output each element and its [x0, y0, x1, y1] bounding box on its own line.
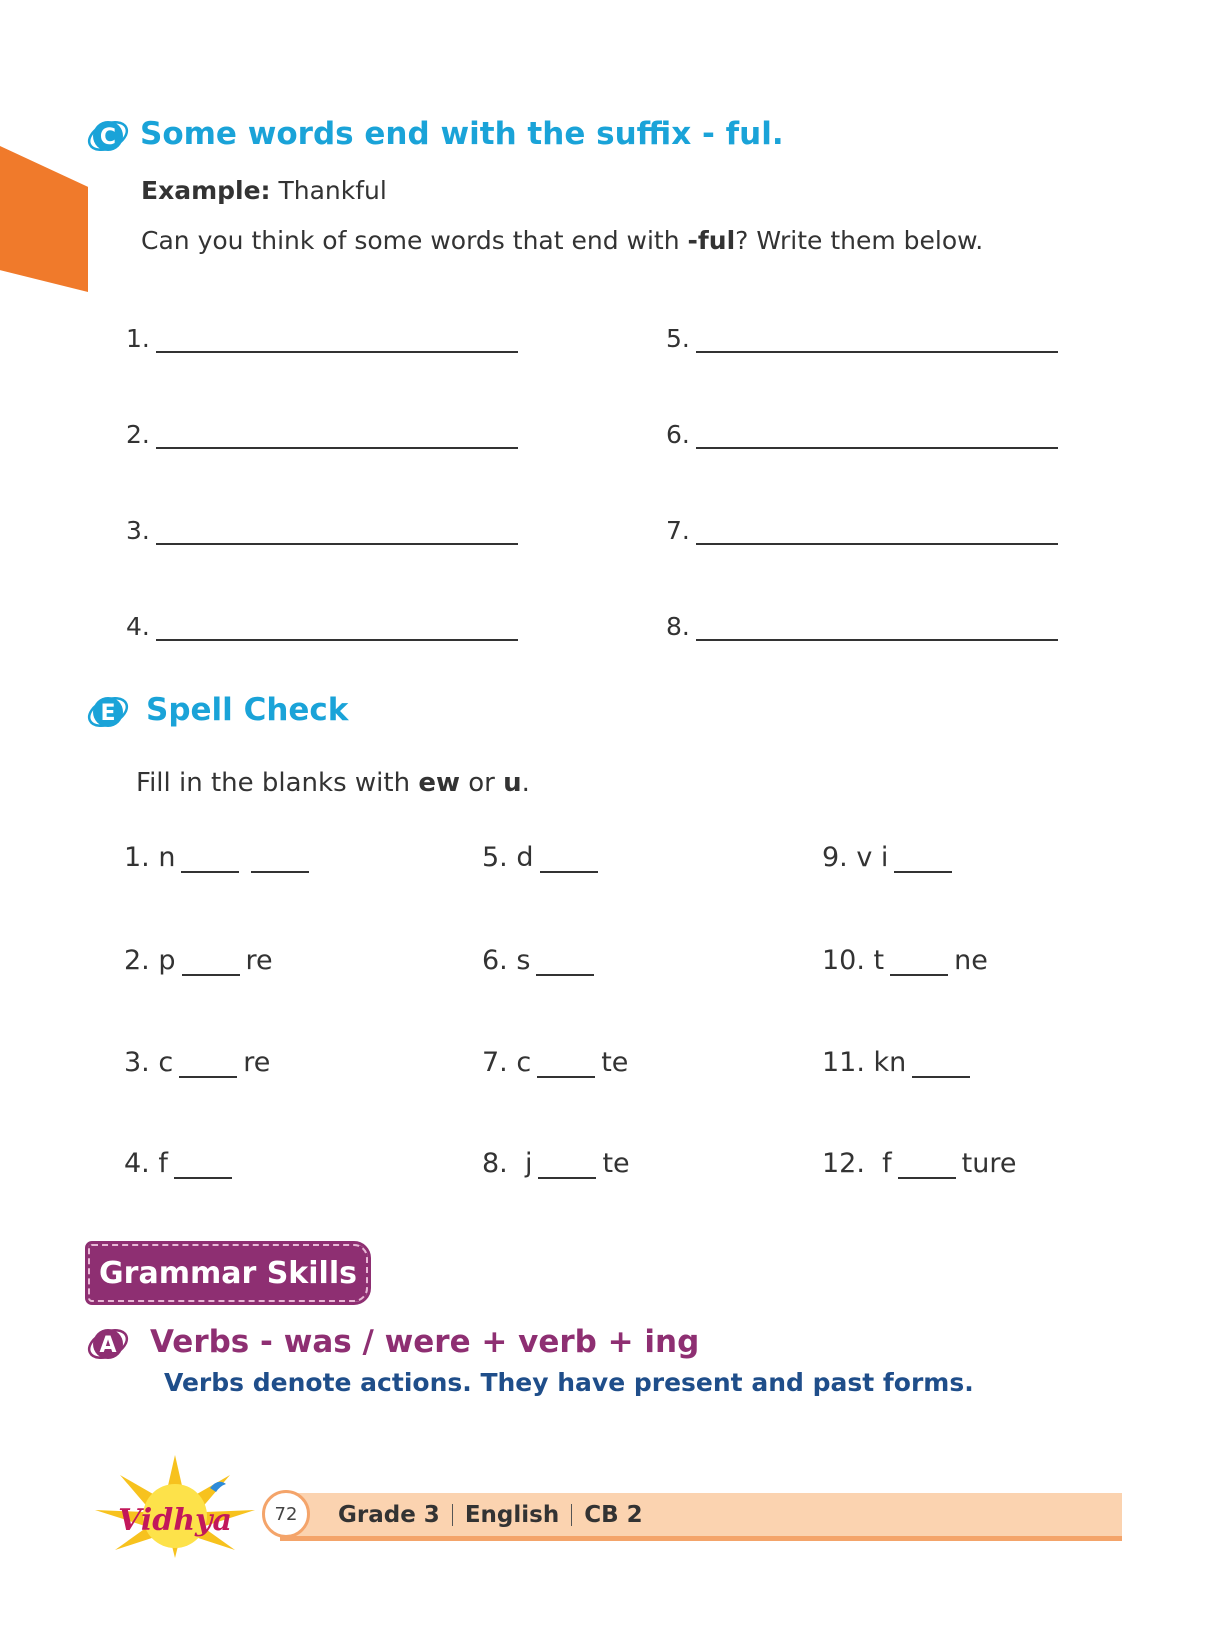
- spell-pre: s: [516, 945, 531, 976]
- page-number: 72: [262, 1490, 310, 1538]
- spell-blank[interactable]: [179, 1054, 237, 1078]
- spell-pre: v i: [856, 842, 889, 873]
- spell-pre: p: [158, 945, 176, 976]
- spell-item-1[interactable]: [124, 842, 315, 873]
- section-c-title: Some words end with the suffix - ful.: [140, 116, 784, 152]
- spell-pre: f: [882, 1148, 892, 1179]
- spell-pre: j: [524, 1148, 533, 1179]
- footer-book: CB 2: [584, 1501, 643, 1528]
- spell-blank[interactable]: [912, 1054, 970, 1078]
- example-word: Thankful: [278, 176, 387, 205]
- write-line-number: 6.: [666, 420, 690, 449]
- write-line-rule[interactable]: [156, 519, 518, 545]
- grammar-skills-banner: [88, 1244, 368, 1302]
- spell-num: 3.: [124, 1047, 150, 1078]
- instruction-after: .: [521, 768, 530, 798]
- spell-pre: d: [516, 842, 534, 873]
- write-line-1[interactable]: [126, 324, 518, 353]
- spell-num: 6.: [482, 945, 508, 976]
- spell-num: 9.: [822, 842, 848, 873]
- spell-item-10[interactable]: [822, 945, 988, 976]
- corner-decoration: [0, 146, 88, 292]
- write-line-rule[interactable]: [696, 327, 1058, 353]
- prompt-before: Can you think of some words that end with: [141, 226, 688, 255]
- spell-pre: n: [158, 842, 176, 873]
- spell-blank[interactable]: [898, 1155, 956, 1179]
- spell-post: re: [243, 1047, 271, 1078]
- prompt-after: ? Write them below.: [735, 226, 984, 255]
- grammar-title: Verbs - was / were + verb + ing: [150, 1324, 700, 1360]
- spell-num: 4.: [124, 1148, 150, 1179]
- spell-item-7[interactable]: [482, 1047, 628, 1078]
- write-line-5[interactable]: [666, 324, 1058, 353]
- write-line-number: 3.: [126, 516, 150, 545]
- vidhya-logo: [90, 1450, 260, 1560]
- spell-post: ture: [961, 1148, 1017, 1179]
- spell-num: 2.: [124, 945, 150, 976]
- spell-num: 11.: [822, 1047, 865, 1078]
- spell-blank[interactable]: [540, 849, 598, 873]
- write-line-number: 7.: [666, 516, 690, 545]
- spell-blank[interactable]: [181, 849, 239, 873]
- logo-text: Vidhya: [118, 1503, 232, 1538]
- spell-item-4[interactable]: [124, 1148, 238, 1179]
- section-e-title: Spell Check: [146, 692, 349, 728]
- write-line-number: 2.: [126, 420, 150, 449]
- spell-post: te: [601, 1047, 629, 1078]
- section-c-badge-icon: [86, 114, 130, 158]
- spell-pre: kn: [873, 1047, 907, 1078]
- write-line-rule[interactable]: [696, 423, 1058, 449]
- write-line-rule[interactable]: [156, 615, 518, 641]
- spell-num: 7.: [482, 1047, 508, 1078]
- spell-item-3[interactable]: [124, 1047, 270, 1078]
- spell-pre: c: [516, 1047, 532, 1078]
- spell-post: re: [245, 945, 273, 976]
- footer-bar: [280, 1493, 1122, 1541]
- write-line-number: 8.: [666, 612, 690, 641]
- spell-blank[interactable]: [537, 1054, 595, 1078]
- instruction-before: Fill in the blanks with: [136, 768, 419, 798]
- section-a-badge-icon: [86, 1322, 130, 1366]
- write-line-8[interactable]: [666, 612, 1058, 641]
- instruction-bold-ew: ew: [418, 768, 460, 798]
- spell-num: 10.: [822, 945, 865, 976]
- spell-num: 8.: [482, 1148, 508, 1179]
- footer-divider: [571, 1504, 572, 1526]
- spell-post: te: [602, 1148, 630, 1179]
- instruction-bold-u: u: [503, 768, 522, 798]
- write-line-rule[interactable]: [156, 327, 518, 353]
- spell-blank[interactable]: [538, 1155, 596, 1179]
- section-e-badge-icon: [86, 690, 130, 734]
- spell-blank[interactable]: [182, 952, 240, 976]
- spell-item-6[interactable]: [482, 945, 600, 976]
- spell-num: 12.: [822, 1148, 865, 1179]
- footer-divider: [452, 1504, 453, 1526]
- write-line-rule[interactable]: [696, 615, 1058, 641]
- spell-pre: c: [158, 1047, 174, 1078]
- instruction-mid: or: [460, 768, 504, 798]
- write-line-rule[interactable]: [696, 519, 1058, 545]
- example-label: Example:: [141, 176, 271, 205]
- suffix-prompt: [141, 226, 983, 255]
- grammar-banner-label: Grammar Skills: [99, 1255, 357, 1291]
- spell-item-5[interactable]: [482, 842, 604, 873]
- write-line-number: 5.: [666, 324, 690, 353]
- write-line-3[interactable]: [126, 516, 518, 545]
- write-line-number: 1.: [126, 324, 150, 353]
- spell-num: 1.: [124, 842, 150, 873]
- section-c-letter: C: [99, 125, 117, 150]
- write-line-7[interactable]: [666, 516, 1058, 545]
- section-e-letter: E: [100, 701, 116, 726]
- write-line-rule[interactable]: [156, 423, 518, 449]
- spell-item-2[interactable]: [124, 945, 273, 976]
- spell-item-11[interactable]: [822, 1047, 976, 1078]
- spell-pre: f: [158, 1148, 168, 1179]
- spell-blank[interactable]: [894, 849, 952, 873]
- spell-instruction: [136, 768, 530, 798]
- prompt-bold: -ful: [687, 226, 736, 255]
- spell-post: ne: [954, 945, 988, 976]
- grammar-subtitle: Verbs denote actions. They have present and past forms.: [164, 1368, 974, 1397]
- spell-num: 5.: [482, 842, 508, 873]
- section-a-letter: A: [99, 1333, 117, 1358]
- write-line-4[interactable]: [126, 612, 518, 641]
- spell-blank[interactable]: [890, 952, 948, 976]
- spell-blank[interactable]: [536, 952, 594, 976]
- spell-blank[interactable]: [174, 1155, 232, 1179]
- write-line-2[interactable]: [126, 420, 518, 449]
- footer-subject: English: [464, 1501, 560, 1528]
- spell-pre: t: [873, 945, 885, 976]
- spell-item-9[interactable]: [822, 842, 958, 873]
- write-line-number: 4.: [126, 612, 150, 641]
- footer-grade: Grade 3: [338, 1501, 440, 1528]
- spell-item-8[interactable]: [482, 1148, 630, 1179]
- write-line-6[interactable]: [666, 420, 1058, 449]
- spell-item-12[interactable]: [822, 1148, 1016, 1179]
- spell-blank[interactable]: [251, 849, 309, 873]
- example-line: [141, 176, 387, 205]
